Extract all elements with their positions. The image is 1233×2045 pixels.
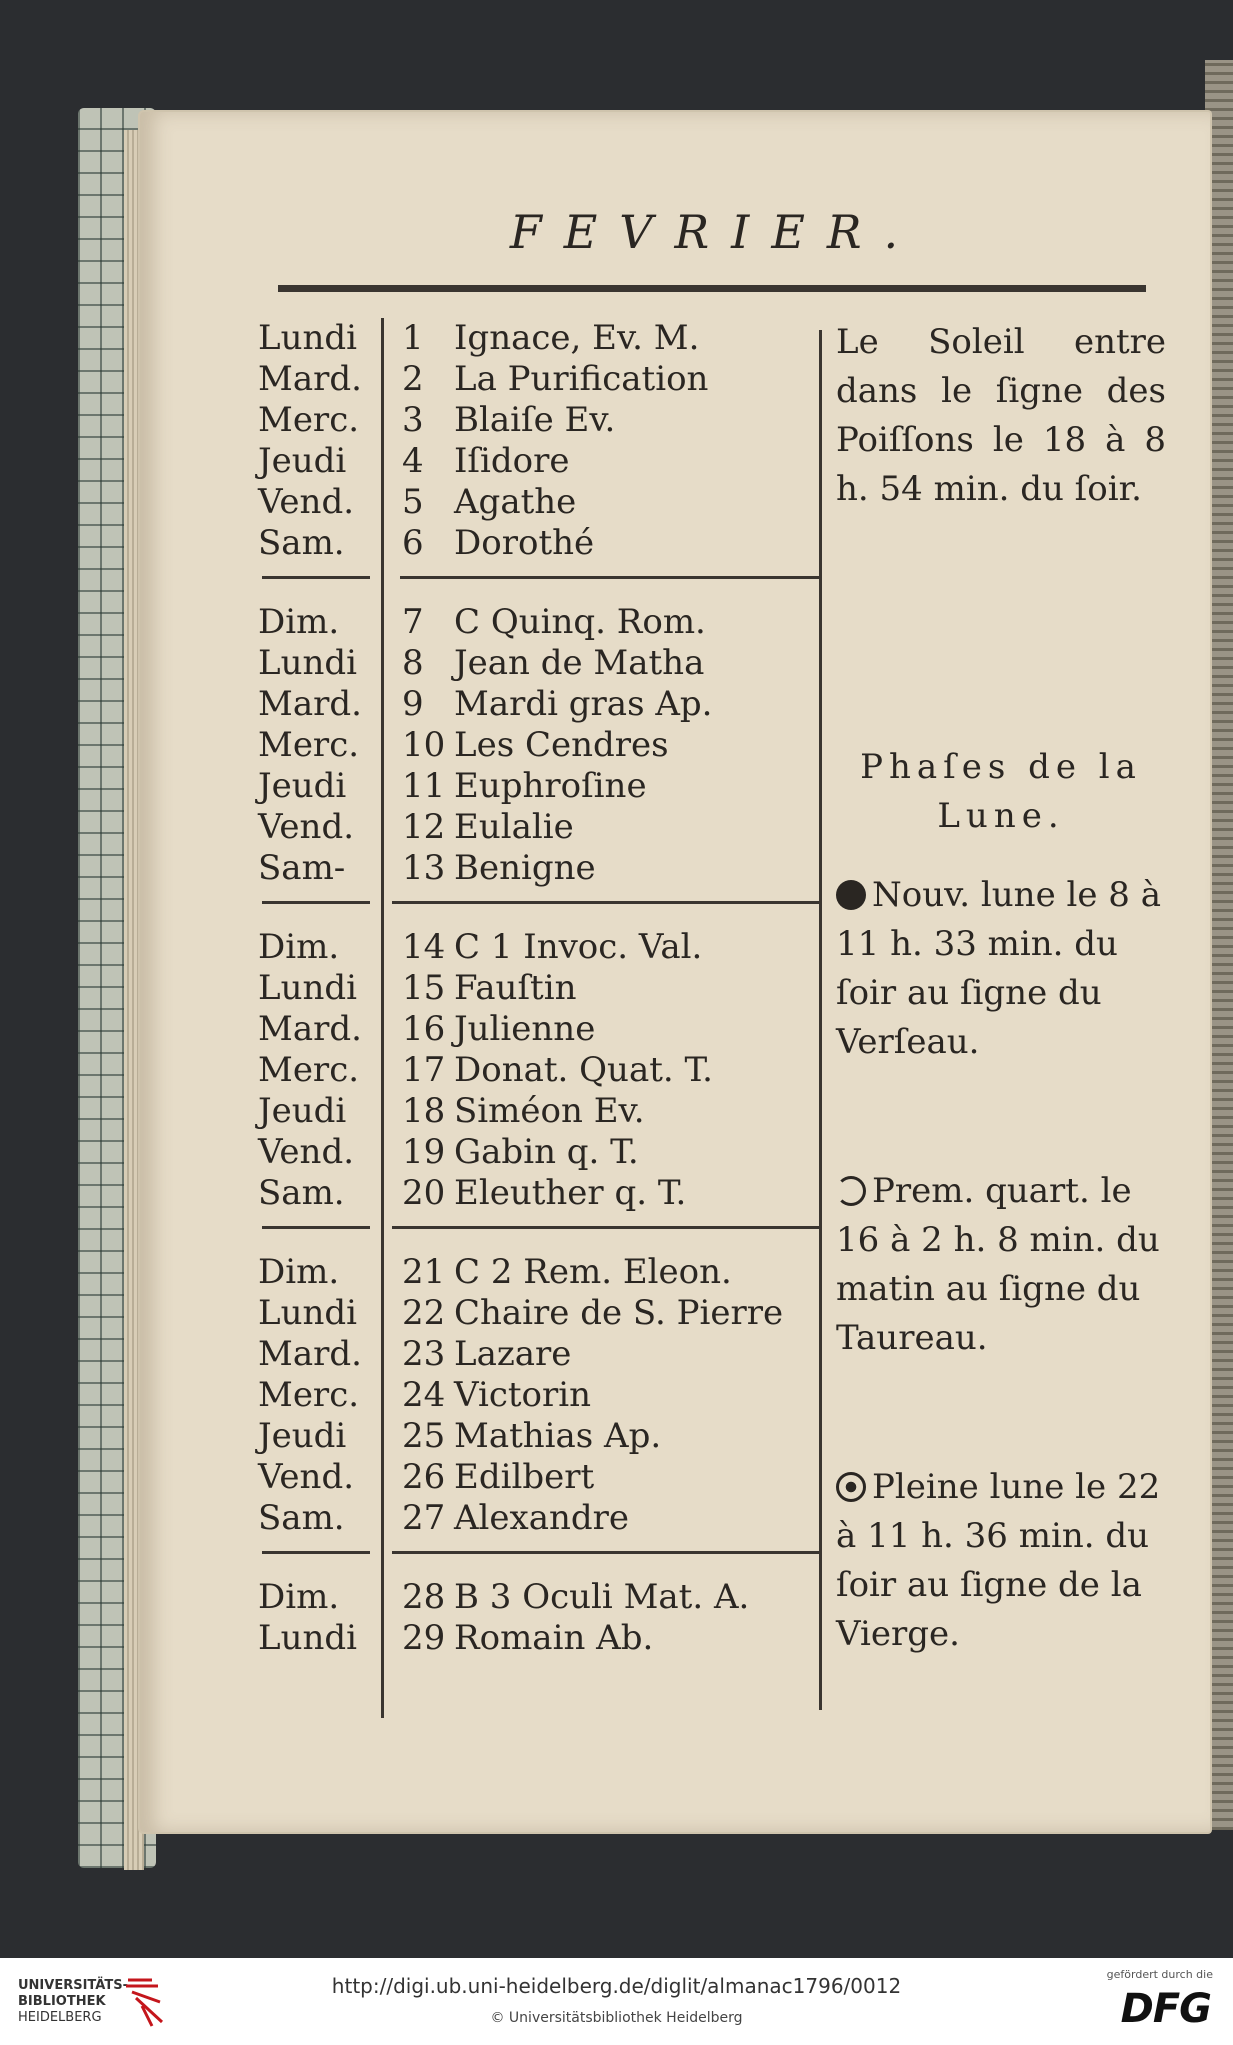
day-number: 2 bbox=[402, 359, 424, 399]
day-number: 17 bbox=[402, 1050, 446, 1090]
day-number: 26 bbox=[402, 1457, 446, 1497]
week-separator-short bbox=[262, 1551, 370, 1554]
calendar-row bbox=[402, 725, 822, 766]
day-number: 11 bbox=[402, 766, 446, 806]
footer-bar bbox=[0, 1958, 1233, 2045]
calendar-row bbox=[402, 1091, 822, 1132]
day-number: 1 bbox=[402, 318, 424, 358]
day-number: 13 bbox=[402, 848, 446, 888]
week-separator bbox=[392, 901, 820, 904]
saint-name: Siméon Ev. bbox=[454, 1091, 645, 1131]
saint-name: Eulalie bbox=[454, 807, 574, 847]
saint-name: C Quinq. Rom. bbox=[454, 602, 706, 642]
day-number: 23 bbox=[402, 1334, 446, 1374]
funded-by-text: gefördert durch die bbox=[1106, 1968, 1213, 1981]
day-name: Merc. bbox=[258, 1050, 360, 1090]
saint-name: Alexandre bbox=[454, 1498, 630, 1538]
week-separator bbox=[400, 576, 820, 579]
day-name: Vend. bbox=[258, 482, 355, 522]
full-moon-note bbox=[836, 1463, 1166, 1659]
day-name: Jeudi bbox=[258, 441, 347, 481]
day-name: Merc. bbox=[258, 725, 360, 765]
first-quarter-icon bbox=[836, 1176, 866, 1206]
calendar-row bbox=[402, 441, 822, 482]
day-number: 18 bbox=[402, 1091, 446, 1131]
day-name: Merc. bbox=[258, 400, 360, 440]
day-name: Vend. bbox=[258, 1132, 355, 1172]
day-name: Merc. bbox=[258, 1375, 360, 1415]
saint-name: Les Cendres bbox=[454, 725, 669, 765]
page-url[interactable]: http://digi.ub.uni-heidelberg.de/diglit/almanac1796/0012 bbox=[331, 1974, 902, 1998]
saint-name: Donat. Quat. T. bbox=[454, 1050, 713, 1090]
new-moon-text: Nouv. lune le 8 à 11 h. 33 min. du ſoir au ſigne du Verſeau. bbox=[836, 875, 1162, 1062]
day-number: 5 bbox=[402, 482, 424, 522]
saint-name: Iſidore bbox=[454, 441, 570, 481]
new-moon-note bbox=[836, 871, 1166, 1067]
library-line-2: BIBLIOTHEK bbox=[18, 1994, 106, 2009]
day-number: 16 bbox=[402, 1009, 446, 1049]
page-title: FEVRIER. bbox=[509, 205, 921, 259]
calendar-row bbox=[402, 684, 822, 725]
first-quarter-note bbox=[836, 1167, 1166, 1363]
day-name: Vend. bbox=[258, 1457, 355, 1497]
saint-name: Edilbert bbox=[454, 1457, 595, 1497]
calendar-row bbox=[402, 1457, 822, 1498]
saint-name: Fauſtin bbox=[454, 968, 577, 1008]
day-number: 27 bbox=[402, 1498, 446, 1538]
calendar-row bbox=[402, 1577, 822, 1618]
calendar-row bbox=[402, 359, 822, 400]
calendar-row bbox=[402, 1375, 822, 1416]
saint-name: Victorin bbox=[454, 1375, 592, 1415]
full-moon-text: Pleine lune le 22 à 11 h. 36 min. du ſoir au ſigne de la Vierge. bbox=[836, 1467, 1161, 1654]
saint-name: Chaire de S. Pierre bbox=[454, 1293, 784, 1333]
calendar-row bbox=[402, 1050, 822, 1091]
week-separator bbox=[392, 1226, 820, 1229]
calendar-row bbox=[402, 602, 822, 643]
day-name: Sam. bbox=[258, 1173, 345, 1213]
saint-name: C 2 Rem. Eleon. bbox=[454, 1252, 732, 1292]
library-line-3: HEIDELBERG bbox=[18, 2010, 102, 2025]
day-name: Vend. bbox=[258, 807, 355, 847]
day-number: 3 bbox=[402, 400, 424, 440]
day-name: Mard. bbox=[258, 684, 362, 724]
day-name: Dim. bbox=[258, 602, 340, 642]
calendar-row bbox=[402, 482, 822, 523]
sun-note: Le Soleil entre dans le ſigne des Poiſſons le 18 à 8 h. 54 min. du ſoir. bbox=[836, 322, 1166, 509]
calendar-row bbox=[402, 766, 822, 807]
saint-name: Julienne bbox=[454, 1009, 596, 1049]
week-separator-short bbox=[262, 901, 370, 904]
saint-name: B 3 Oculi Mat. A. bbox=[454, 1577, 750, 1617]
phases-title: Phaſes de la Lune. bbox=[860, 747, 1142, 836]
day-name: Mard. bbox=[258, 1009, 362, 1049]
day-name: Dim. bbox=[258, 1577, 340, 1617]
calendar-row bbox=[402, 1132, 822, 1173]
calendar-row bbox=[402, 1334, 822, 1375]
calendar-row bbox=[402, 968, 822, 1009]
dfg-logo: DFG bbox=[1120, 1986, 1211, 2032]
day-number: 12 bbox=[402, 807, 446, 847]
day-name: Jeudi bbox=[258, 1416, 347, 1456]
day-name: Dim. bbox=[258, 927, 340, 967]
calendar-row bbox=[402, 1618, 822, 1659]
saint-name: C 1 Invoc. Val. bbox=[454, 927, 703, 967]
day-number: 4 bbox=[402, 441, 424, 481]
day-number: 29 bbox=[402, 1618, 446, 1658]
day-number: 24 bbox=[402, 1375, 446, 1415]
calendar-row bbox=[402, 400, 822, 441]
library-line-1: UNIVERSITÄTS- bbox=[18, 1978, 128, 1993]
calendar-row bbox=[402, 1252, 822, 1293]
day-name: Sam. bbox=[258, 523, 345, 563]
day-number: 10 bbox=[402, 725, 446, 765]
day-name: Lundi bbox=[258, 318, 358, 358]
saint-name: Gabin q. T. bbox=[454, 1132, 639, 1172]
week-separator bbox=[392, 1551, 820, 1554]
day-name: Jeudi bbox=[258, 766, 347, 806]
day-number: 9 bbox=[402, 684, 424, 724]
calendar-row bbox=[402, 927, 822, 968]
week-separator-short bbox=[262, 576, 370, 579]
saint-name: Agathe bbox=[454, 482, 577, 522]
day-number: 8 bbox=[402, 643, 424, 683]
day-name: Sam. bbox=[258, 1498, 345, 1538]
day-number: 28 bbox=[402, 1577, 446, 1617]
calendar-row bbox=[402, 523, 822, 564]
day-number: 25 bbox=[402, 1416, 446, 1456]
calendar-row bbox=[402, 1498, 822, 1539]
calendar-row bbox=[402, 1009, 822, 1050]
day-name: Lundi bbox=[258, 1618, 358, 1658]
calendar-row bbox=[402, 1173, 822, 1214]
day-number: 14 bbox=[402, 927, 446, 967]
saint-name: Blaiſe Ev. bbox=[454, 400, 616, 440]
day-name: Lundi bbox=[258, 968, 358, 1008]
saint-name: Dorothé bbox=[454, 523, 595, 563]
calendar-row bbox=[402, 318, 822, 359]
day-name: Dim. bbox=[258, 1252, 340, 1292]
day-name: Jeudi bbox=[258, 1091, 347, 1131]
day-name: Lundi bbox=[258, 1293, 358, 1333]
week-separator-short bbox=[262, 1226, 370, 1229]
full-moon-icon bbox=[836, 1472, 866, 1502]
title-rule bbox=[278, 285, 1146, 292]
day-number: 20 bbox=[402, 1173, 446, 1213]
column-divider-left bbox=[381, 318, 384, 1718]
day-number: 15 bbox=[402, 968, 446, 1008]
day-number: 19 bbox=[402, 1132, 446, 1172]
saint-name: Eleuther q. T. bbox=[454, 1173, 687, 1213]
first-quarter-text: Prem. quart. le 16 à 2 h. 8 min. du matin au ſigne du Taureau. bbox=[836, 1171, 1160, 1358]
day-name: Mard. bbox=[258, 359, 362, 399]
saint-name: Ignace, Ev. M. bbox=[454, 318, 700, 358]
saint-name: Jean de Matha bbox=[454, 643, 705, 683]
saint-name: La Purification bbox=[454, 359, 709, 399]
day-number: 6 bbox=[402, 523, 424, 563]
new-moon-icon bbox=[836, 880, 866, 910]
copyright-text: © Universitätsbibliothek Heidelberg bbox=[490, 2010, 743, 2026]
day-name: Mard. bbox=[258, 1334, 362, 1374]
day-number: 21 bbox=[402, 1252, 446, 1292]
calendar-row bbox=[402, 807, 822, 848]
saint-name: Mardi gras Ap. bbox=[454, 684, 713, 724]
calendar-row bbox=[402, 848, 822, 889]
saint-name: Romain Ab. bbox=[454, 1618, 654, 1658]
calendar-row bbox=[402, 1293, 822, 1334]
calendar-row bbox=[402, 643, 822, 684]
calendar-row bbox=[402, 1416, 822, 1457]
day-name: Sam- bbox=[258, 848, 346, 888]
day-number: 22 bbox=[402, 1293, 446, 1333]
saint-name: Lazare bbox=[454, 1334, 572, 1374]
day-name: Lundi bbox=[258, 643, 358, 683]
saint-name: Benigne bbox=[454, 848, 596, 888]
day-number: 7 bbox=[402, 602, 424, 642]
saint-name: Euphroſine bbox=[454, 766, 647, 806]
notes-column bbox=[836, 318, 1166, 1659]
saint-name: Mathias Ap. bbox=[454, 1416, 662, 1456]
